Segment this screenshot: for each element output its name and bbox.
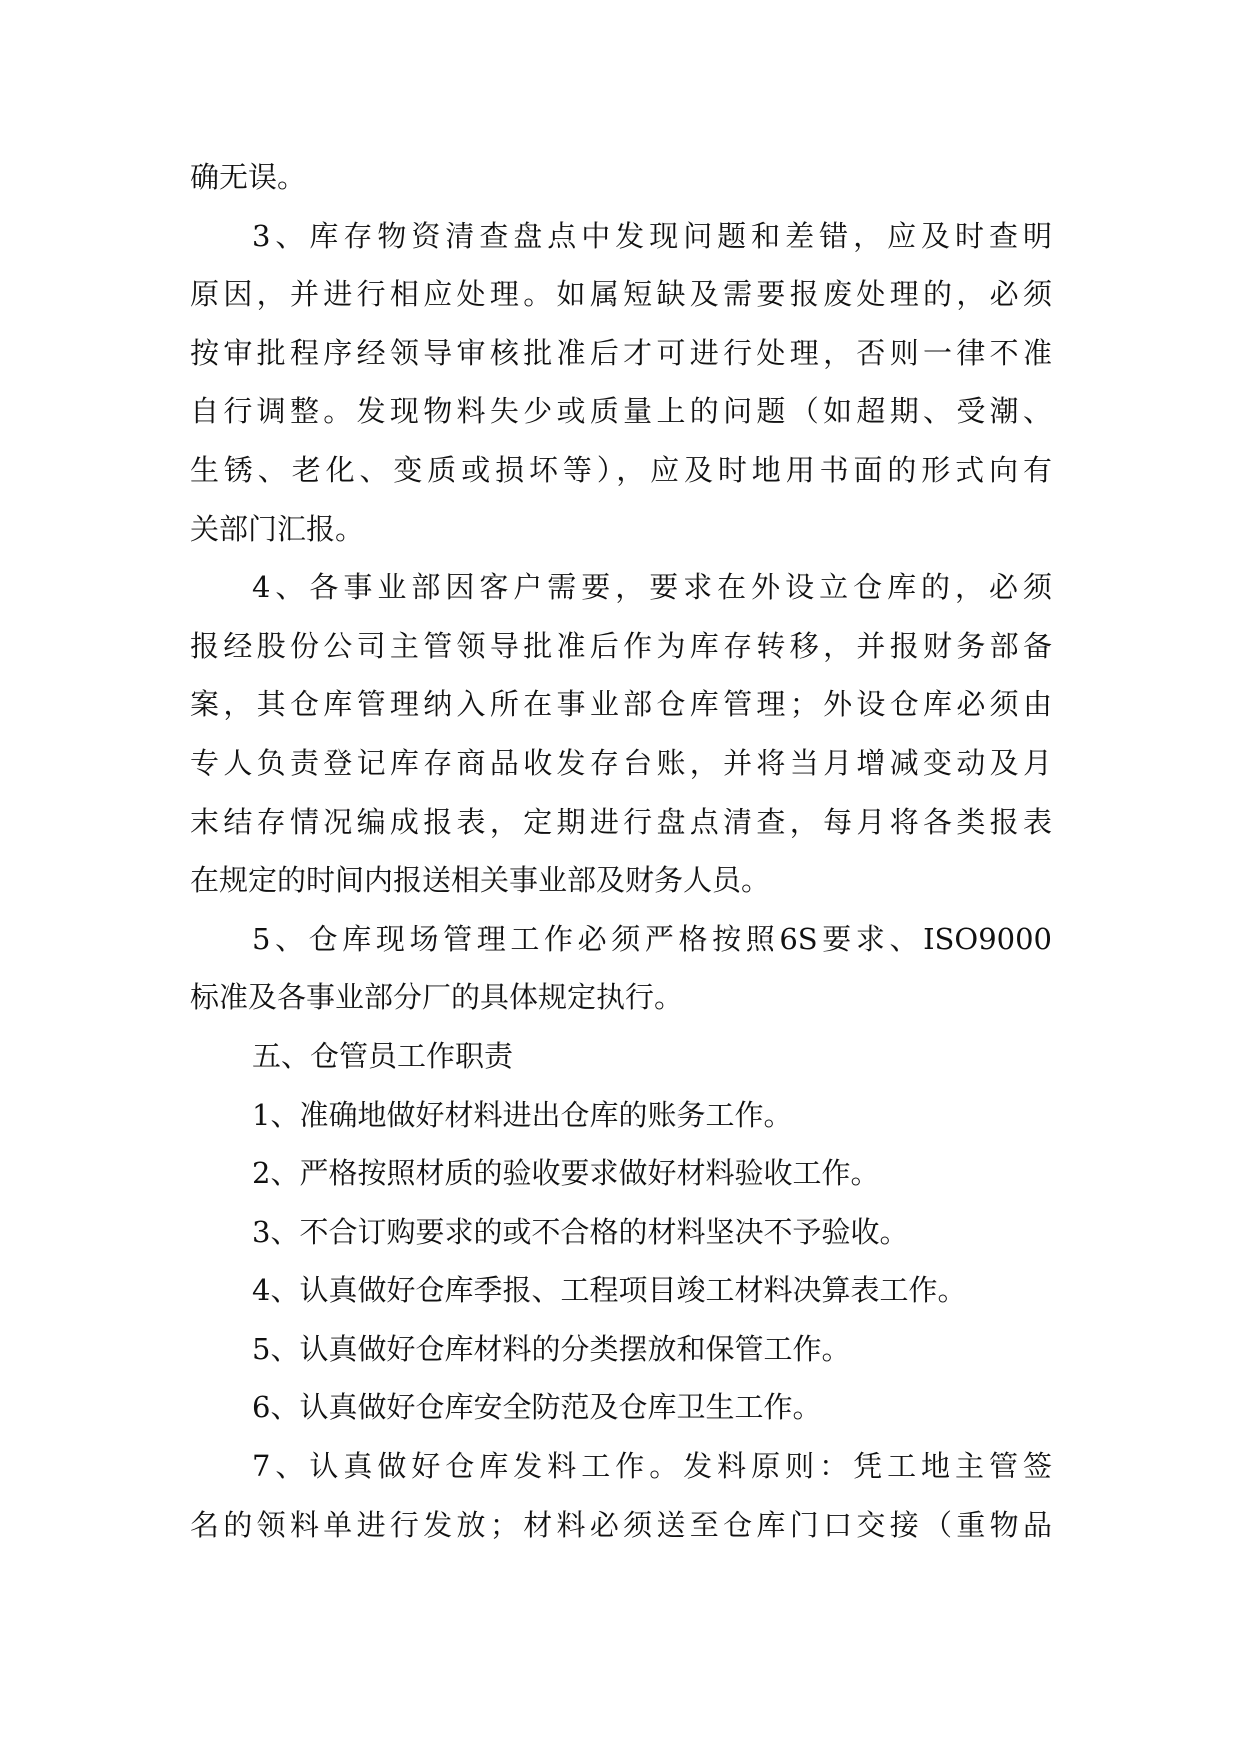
text-line: 五、仓管员工作职责 — [252, 1038, 514, 1073]
text-line: 1、准确地做好材料进出仓库的账务工作。 — [252, 1097, 793, 1132]
text-line: 5、仓库现场管理工作必须严格按照6S要求、ISO9000 — [252, 921, 1052, 956]
text-line: 末结存情况编成报表，定期进行盘点清查，每月将各类报表 — [190, 804, 1052, 839]
text-line: 案，其仓库管理纳入所在事业部仓库管理；外设仓库必须由 — [190, 687, 1052, 722]
text-line: 专人负责登记库存商品收发存台账，并将当月增减变动及月 — [190, 745, 1052, 780]
text-line: 自行调整。发现物料失少或质量上的问题（如超期、受潮、 — [190, 394, 1052, 429]
text-line: 名的领料单进行发放；材料必须送至仓库门口交接（重物品 — [190, 1507, 1052, 1542]
text-line: 3、库存物资清查盘点中发现问题和差错，应及时查明 — [252, 218, 1052, 253]
text-line: 按审批程序经领导审核批准后才可进行处理，否则一律不准 — [190, 335, 1052, 370]
text-line: 在规定的时间内报送相关事业部及财务人员。 — [190, 863, 771, 898]
text-line: 4、认真做好仓库季报、工程项目竣工材料决算表工作。 — [252, 1273, 967, 1308]
text-line: 5、认真做好仓库材料的分类摆放和保管工作。 — [252, 1331, 851, 1366]
body-text — [190, 148, 1052, 1554]
text-line: 2、严格按照材质的验收要求做好材料验收工作。 — [252, 1156, 880, 1191]
text-line: 报经股份公司主管领导批准后作为库存转移，并报财务部备 — [190, 628, 1052, 663]
text-line: 4、各事业部因客户需要，要求在外设立仓库的，必须 — [252, 570, 1052, 605]
text-line: 标准及各事业部分厂的具体规定执行。 — [190, 980, 684, 1015]
text-line: 7、认真做好仓库发料工作。发料原则：凭工地主管签 — [252, 1449, 1052, 1484]
text-line: 关部门汇报。 — [190, 511, 365, 546]
text-line: 3、不合订购要求的或不合格的材料坚决不予验收。 — [252, 1214, 909, 1249]
text-line: 原因，并进行相应处理。如属短缺及需要报废处理的，必须 — [190, 277, 1052, 312]
text-line: 生锈、老化、变质或损坏等），应及时地用书面的形式向有 — [190, 452, 1052, 487]
text-line: 确无误。 — [190, 160, 307, 194]
text-line: 6、认真做好仓库安全防范及仓库卫生工作。 — [252, 1390, 822, 1425]
